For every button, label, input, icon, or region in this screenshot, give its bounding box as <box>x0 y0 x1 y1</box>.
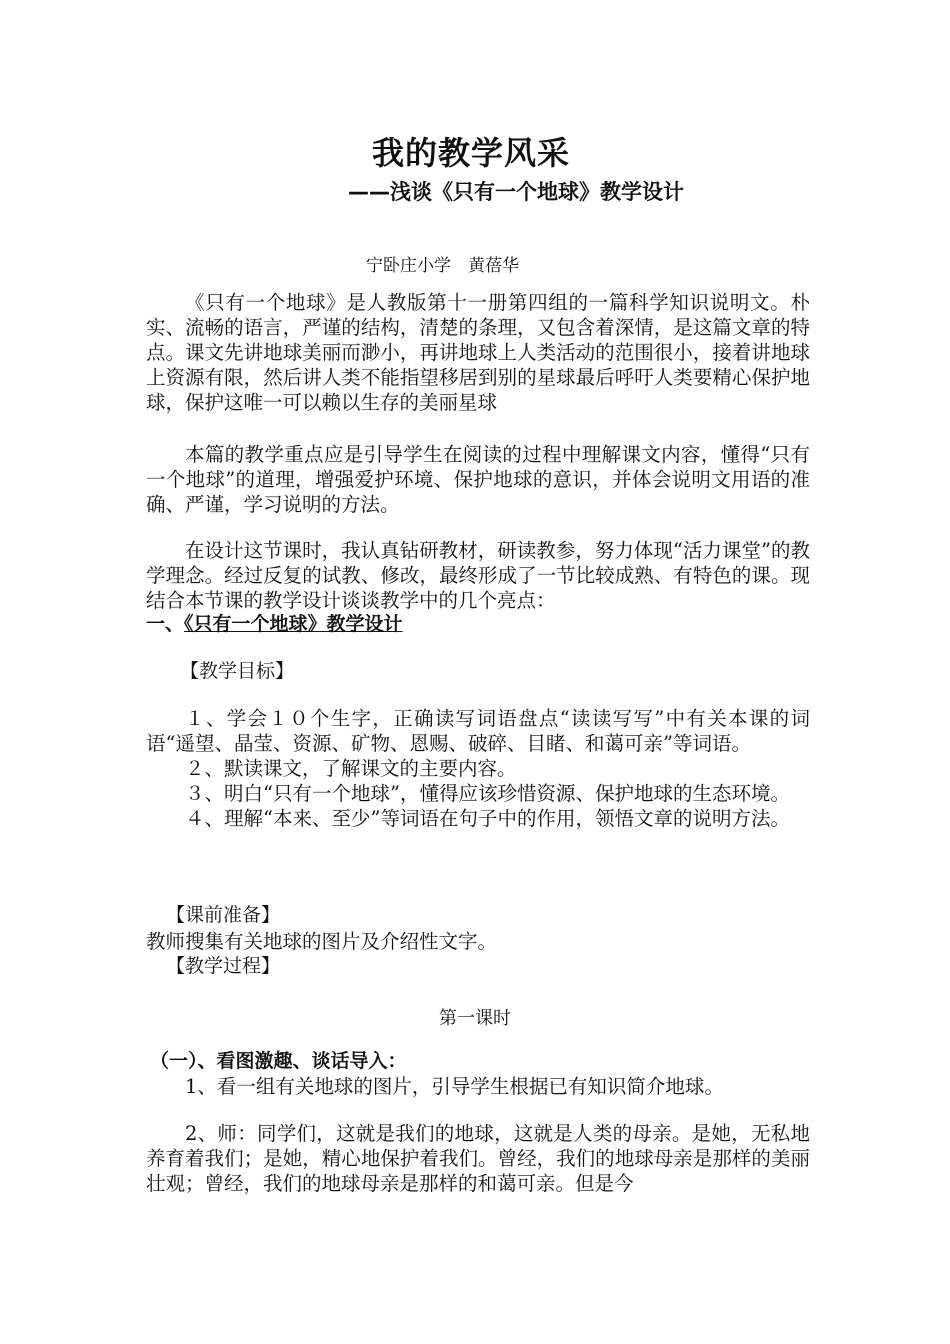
document-title: 我的教学风采 <box>372 134 571 172</box>
goals-list <box>146 706 810 831</box>
step1-item-1 <box>146 1074 810 1099</box>
step-item-text: 1、看一组有关地球的图片，引导学生根据已有知识简介地球。 <box>185 1075 724 1098</box>
intro-paragraph-2 <box>146 442 810 517</box>
intro-paragraph-3 <box>146 538 810 613</box>
prep-label-text: 【课前准备】 <box>166 904 281 926</box>
lesson-label: 第一课时 <box>439 1008 511 1029</box>
paragraph-text: 本篇的教学重点应是引导学生在阅读的过程中理解课文内容，懂得“只有一个地球”的道理，增强爱护环境、保护地球的意识，并体会说明文用语的准确、严谨，学习说明的方法。 <box>146 443 810 516</box>
prep-text-content: 教师搜集有关地球的图片及介绍性文字。 <box>146 930 498 953</box>
document-subtitle: ——浅谈《只有一个地球》教学设计 <box>348 180 684 204</box>
goal-item: １、学会１０个生字，正确读写词语盘点“读读写写”中有关本课的词语“遥望、晶莹、资源、矿物、恩赐、破碎、目睹、和蔼可亲”等词语。 <box>146 707 810 755</box>
step1-item-2 <box>146 1121 810 1196</box>
goals-label <box>180 659 844 684</box>
process-label <box>166 954 830 979</box>
paragraph-text: 《只有一个地球》是人教版第十一册第四组的一篇科学知识说明文。朴实、流畅的语言，严谨的结构，清楚的条理，又包含着深情，是这篇文章的特点。课文先讲地球美丽而渺小，再讲地球上人类活动的范围很小，接着讲地球上资源有限，然后讲人类不能指望移居到别的星球最后呼吁人类要精心保护地球，保护这唯一可以赖以生存的美丽星球 <box>146 291 810 414</box>
step-heading-text: （一）、看图激趣、谈话导入： <box>150 1050 407 1072</box>
goal-item: ３、明白“只有一个地球”，懂得应该珍惜资源、保护地球的生态环境。 <box>185 782 790 805</box>
goal-item: ４、理解“本来、至少”等词语在句子中的作用，领悟文章的说明方法。 <box>185 807 790 830</box>
goals-label-text: 【教学目标】 <box>180 660 295 682</box>
goal-item: ２、默读课文，了解课文的主要内容。 <box>185 757 517 780</box>
section-heading-1 <box>146 612 810 637</box>
author-line: 宁卧庄小学 黄蓓华 <box>366 256 519 276</box>
paragraph-text: 在设计这节课时，我认真钻研教材，研读教参，努力体现“活力课堂”的教学理念。经过反复的试教、修改，最终形成了一节比较成熟、有特色的课。现结合本节课的教学设计谈谈教学中的几个亮点： <box>146 539 810 612</box>
section-title: 《只有一个地球》教学设计 <box>184 613 403 635</box>
prep-text <box>146 929 810 954</box>
step-item-text: 2、师：同学们，这就是我们的地球，这就是人类的母亲。是她，无私地养育着我们；是她，精心地保护着我们。曾经，我们的地球母亲是那样的美丽壮观；曾经，我们的地球母亲是那样的和蔼可亲。但是今 <box>146 1122 810 1195</box>
section-number: 一、 <box>146 613 185 635</box>
process-label-text: 【教学过程】 <box>166 955 281 977</box>
step-heading-1 <box>150 1049 814 1074</box>
intro-paragraph-1 <box>146 290 810 415</box>
prep-label <box>166 903 830 928</box>
